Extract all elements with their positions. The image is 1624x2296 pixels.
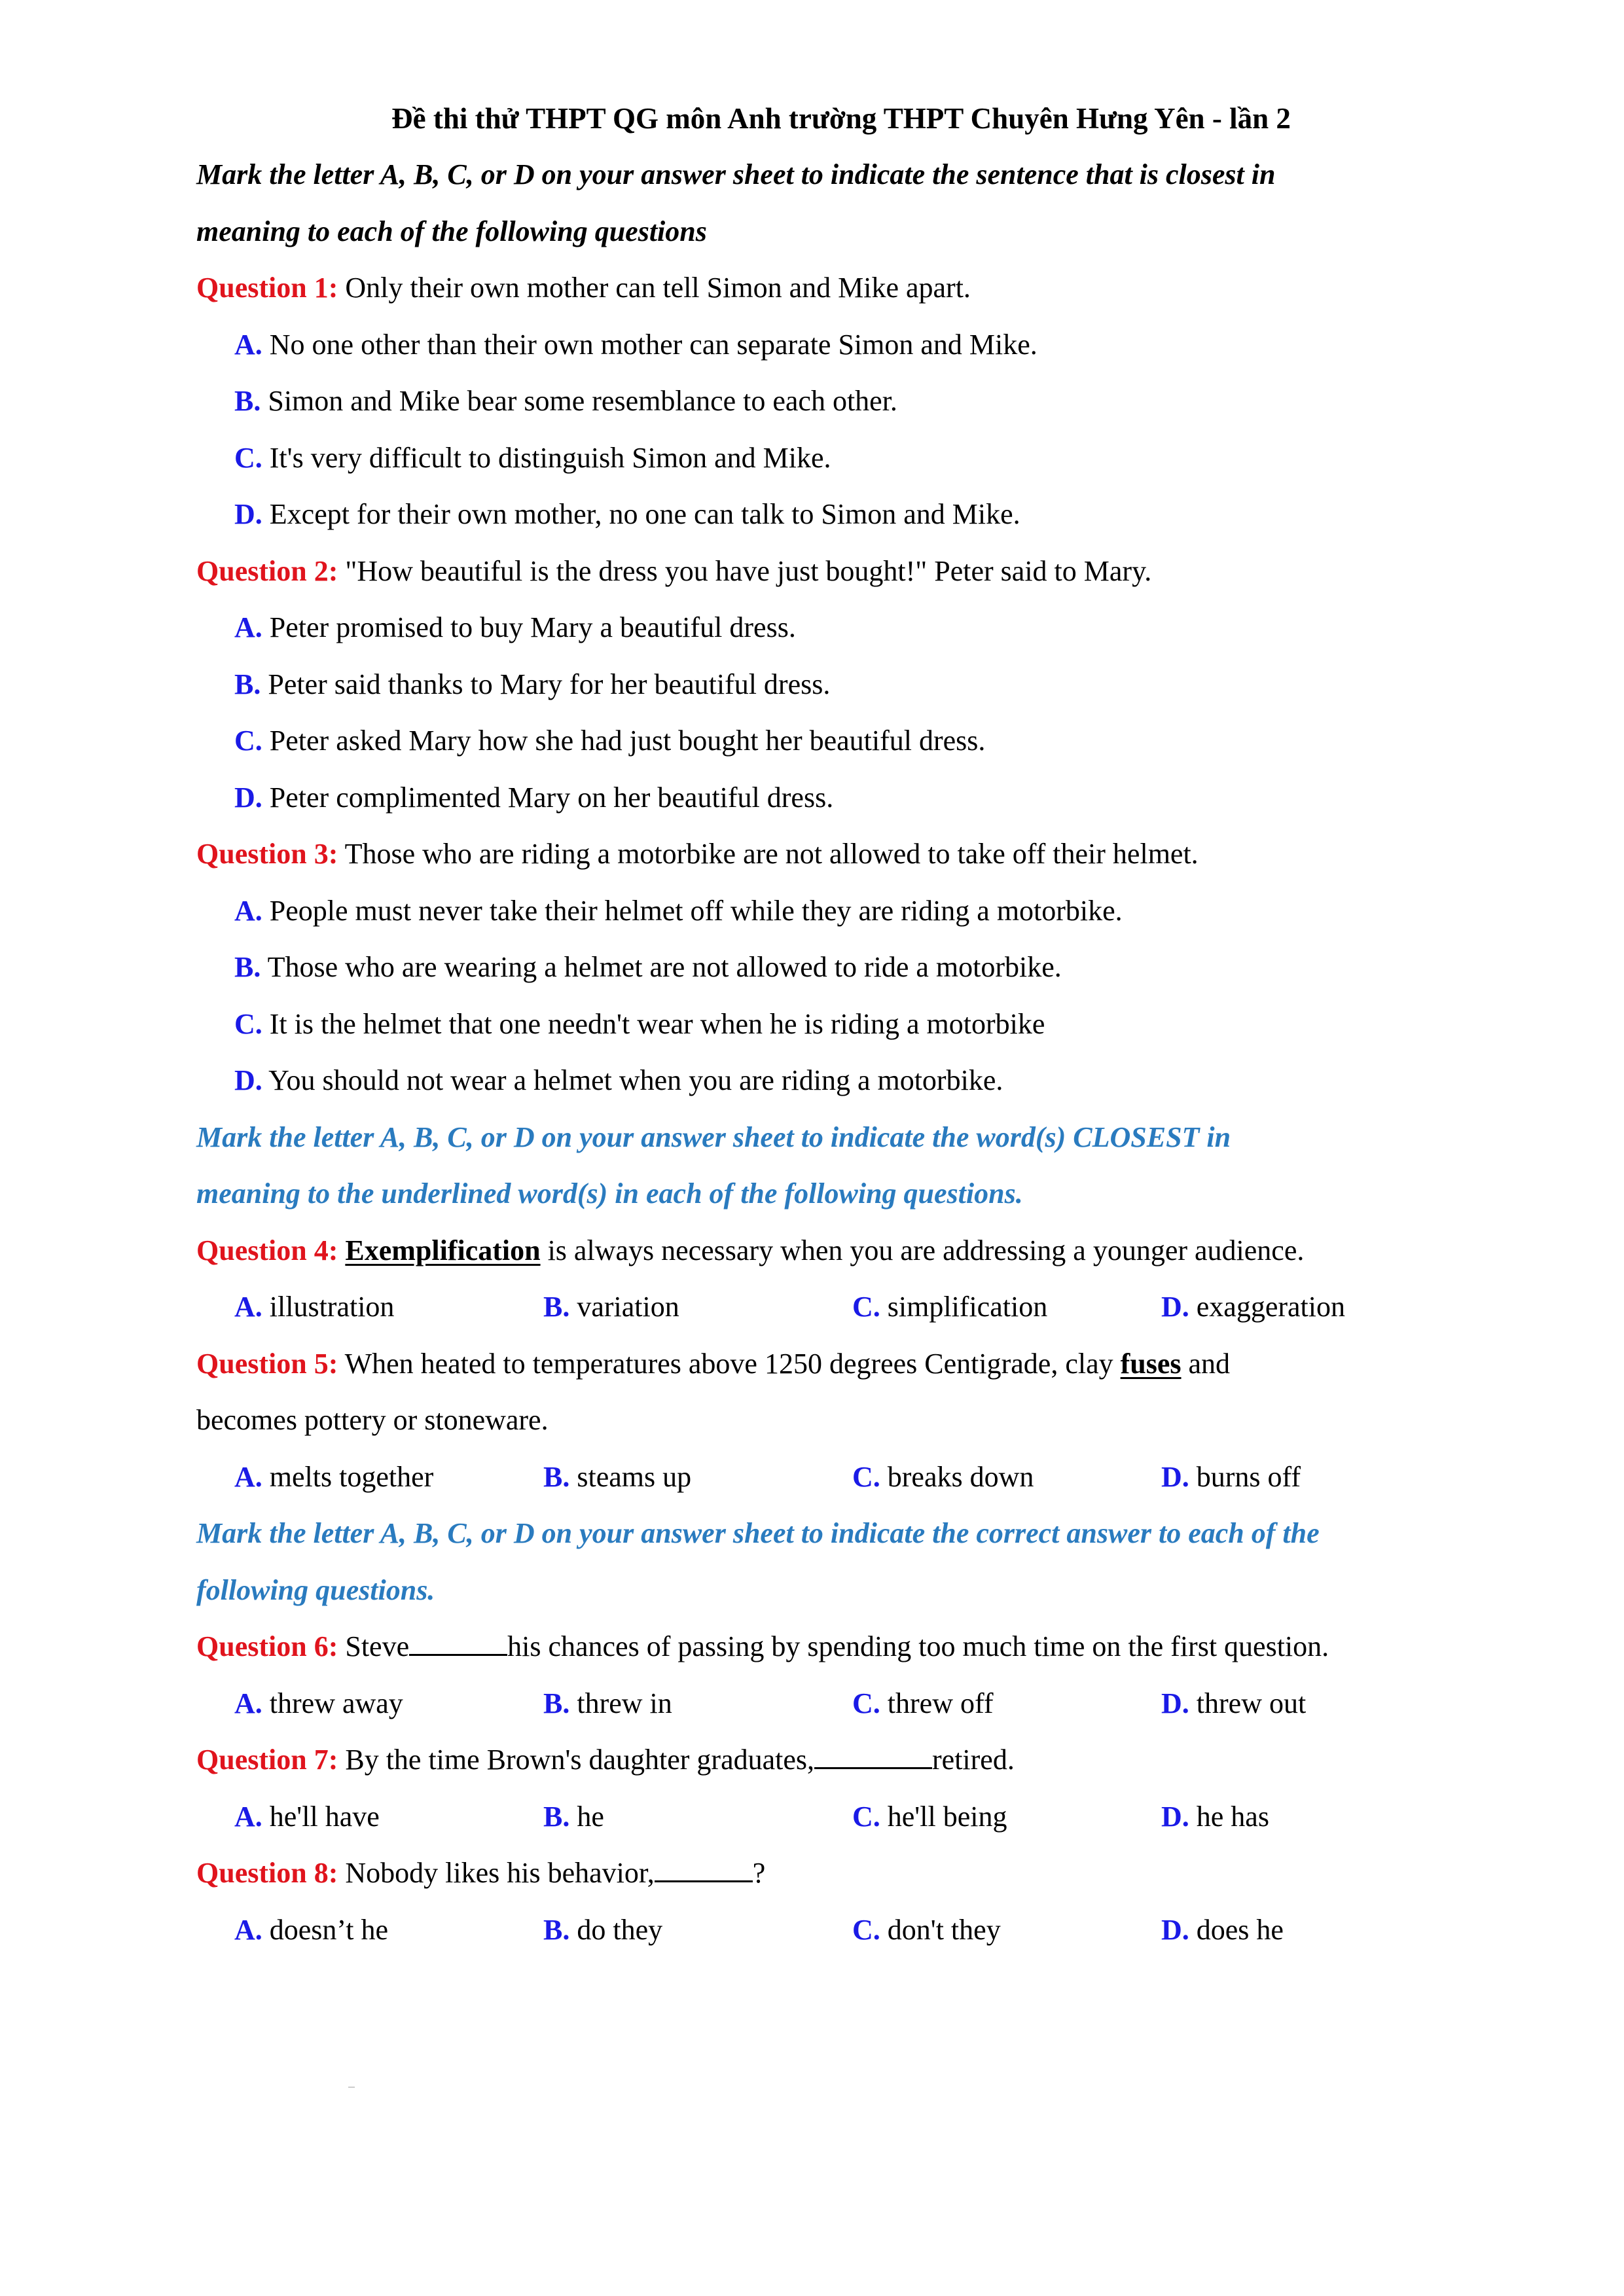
q5-options	[196, 1449, 1486, 1506]
question-text: Only their own mother can tell Simon and Mike apart.	[338, 272, 971, 304]
q4-option-c[interactable]: C. simplification	[852, 1291, 1048, 1323]
q4-option-d[interactable]: D. exaggeration	[1161, 1291, 1345, 1323]
q5-option-c[interactable]: C. breaks down	[852, 1460, 1034, 1493]
q2-option-a[interactable]: A. Peter promised to buy Mary a beautiful dress.	[234, 611, 796, 643]
question-label: Question 2:	[196, 554, 338, 587]
instruction-correct-answer: Mark the letter A, B, C, or D on your answer sheet to indicate the correct answer to each of the	[196, 1517, 1320, 1549]
q6-option-a[interactable]: A. threw away	[234, 1687, 403, 1719]
q1-option-a[interactable]: A. No one other than their own mother can separate Simon and Mike.	[234, 328, 1038, 361]
q3-option-b[interactable]: B. Those who are wearing a helmet are not allowed to ride a motorbike.	[234, 951, 1062, 983]
q1-option-d[interactable]: D. Except for their own mother, no one can talk to Simon and Mike.	[234, 498, 1020, 530]
question-4	[196, 1223, 1486, 1280]
question-label: Question 4:	[196, 1234, 338, 1266]
q4-option-b[interactable]: B. variation	[543, 1291, 679, 1323]
q3-option-a[interactable]: A. People must never take their helmet off while they are riding a motorbike.	[234, 894, 1123, 927]
q7-option-d[interactable]: D. he has	[1161, 1800, 1269, 1833]
q7-option-b[interactable]: B. he	[543, 1800, 604, 1833]
q8-option-c[interactable]: C. don't they	[852, 1913, 1001, 1946]
exam-page	[196, 90, 1486, 1958]
answer-blank	[814, 1741, 932, 1769]
q7-options	[196, 1789, 1486, 1846]
q7-option-c[interactable]: C. he'll being	[852, 1800, 1007, 1833]
q6-option-b[interactable]: B. threw in	[543, 1687, 672, 1719]
question-7: Question 7: By the time Brown's daughter graduates, retired.	[196, 1732, 1486, 1789]
q8-options	[196, 1902, 1486, 1959]
q6-option-c[interactable]: C. threw off	[852, 1687, 994, 1719]
q2-option-d[interactable]: D. Peter complimented Mary on her beautiful dress.	[234, 781, 834, 814]
page-title: Đề thi thử THPT QG môn Anh trường THPT Chuyên Hưng Yên - lần 2	[391, 102, 1291, 135]
q8-option-a[interactable]: A. doesn’t he	[234, 1913, 389, 1946]
q4-option-a[interactable]: A. illustration	[234, 1291, 395, 1323]
question-label: Question 8:	[196, 1857, 338, 1889]
question-text: "How beautiful is the dress you have just bought!" Peter said to Mary.	[338, 554, 1152, 587]
underlined-word: Exemplification	[345, 1234, 541, 1266]
question-label: Question 3:	[196, 838, 338, 870]
instruction-closest-sentence: Mark the letter A, B, C, or D on your answer sheet to indicate the sentence that is closest in	[196, 158, 1276, 190]
question-label: Question 5:	[196, 1347, 338, 1380]
question-text: is always necessary when you are addressing a younger audience.	[540, 1234, 1305, 1266]
q8-option-b[interactable]: B. do they	[543, 1913, 663, 1946]
question-text: When heated to temperatures above 1250 degrees Centigrade, clay	[338, 1347, 1121, 1380]
q3-option-d[interactable]: D. You should not wear a helmet when you are riding a motorbike.	[234, 1064, 1003, 1096]
instruction-closest-word-cont: meaning to the underlined word(s) in each of the following questions.	[196, 1177, 1023, 1210]
q1-option-c[interactable]: C. It's very difficult to distinguish Simon and Mike.	[234, 441, 831, 474]
instruction-correct-answer-cont: following questions.	[196, 1573, 435, 1606]
question-1	[196, 260, 1486, 317]
instruction-closest-word: Mark the letter A, B, C, or D on your answer sheet to indicate the word(s) CLOSEST in	[196, 1121, 1231, 1153]
instruction-closest-sentence-cont: meaning to each of the following questions	[196, 215, 707, 247]
q4-options	[196, 1279, 1486, 1336]
answer-blank	[409, 1628, 507, 1656]
question-8: Question 8: Nobody likes his behavior, ?	[196, 1845, 1486, 1902]
question-label: Question 6:	[196, 1630, 338, 1662]
question-2	[196, 543, 1486, 600]
question-3	[196, 826, 1486, 883]
q2-option-c[interactable]: C. Peter asked Mary how she had just bought her beautiful dress.	[234, 725, 986, 757]
question-5: Question 5: When heated to temperatures above 1250 degrees Centigrade, clay fuses and	[196, 1347, 1231, 1380]
q6-options	[196, 1676, 1486, 1732]
q5-option-b[interactable]: B. steams up	[543, 1460, 692, 1493]
q5-option-a[interactable]: A. melts together	[234, 1460, 434, 1493]
question-5-cont: becomes pottery or stoneware.	[196, 1404, 549, 1436]
q8-option-d[interactable]: D. does he	[1161, 1913, 1284, 1946]
question-text: Those who are riding a motorbike are not allowed to take off their helmet.	[338, 838, 1199, 870]
q1-option-b[interactable]: B. Simon and Mike bear some resemblance to each other.	[234, 385, 897, 417]
q5-option-d[interactable]: D. burns off	[1161, 1460, 1301, 1493]
question-label: Question 1:	[196, 272, 338, 304]
answer-blank	[655, 1854, 753, 1882]
question-label: Question 7:	[196, 1744, 338, 1776]
underlined-word: fuses	[1120, 1347, 1182, 1380]
q2-option-b[interactable]: B. Peter said thanks to Mary for her beautiful dress.	[234, 668, 831, 700]
q3-option-c[interactable]: C. It is the helmet that one needn't wear when he is riding a motorbike	[234, 1007, 1045, 1040]
q6-option-d[interactable]: D. threw out	[1161, 1687, 1307, 1719]
stray-mark	[348, 2087, 355, 2088]
question-6: Question 6: Steve his chances of passing by spending too much time on the first question.	[196, 1619, 1486, 1676]
q7-option-a[interactable]: A. he'll have	[234, 1800, 380, 1833]
